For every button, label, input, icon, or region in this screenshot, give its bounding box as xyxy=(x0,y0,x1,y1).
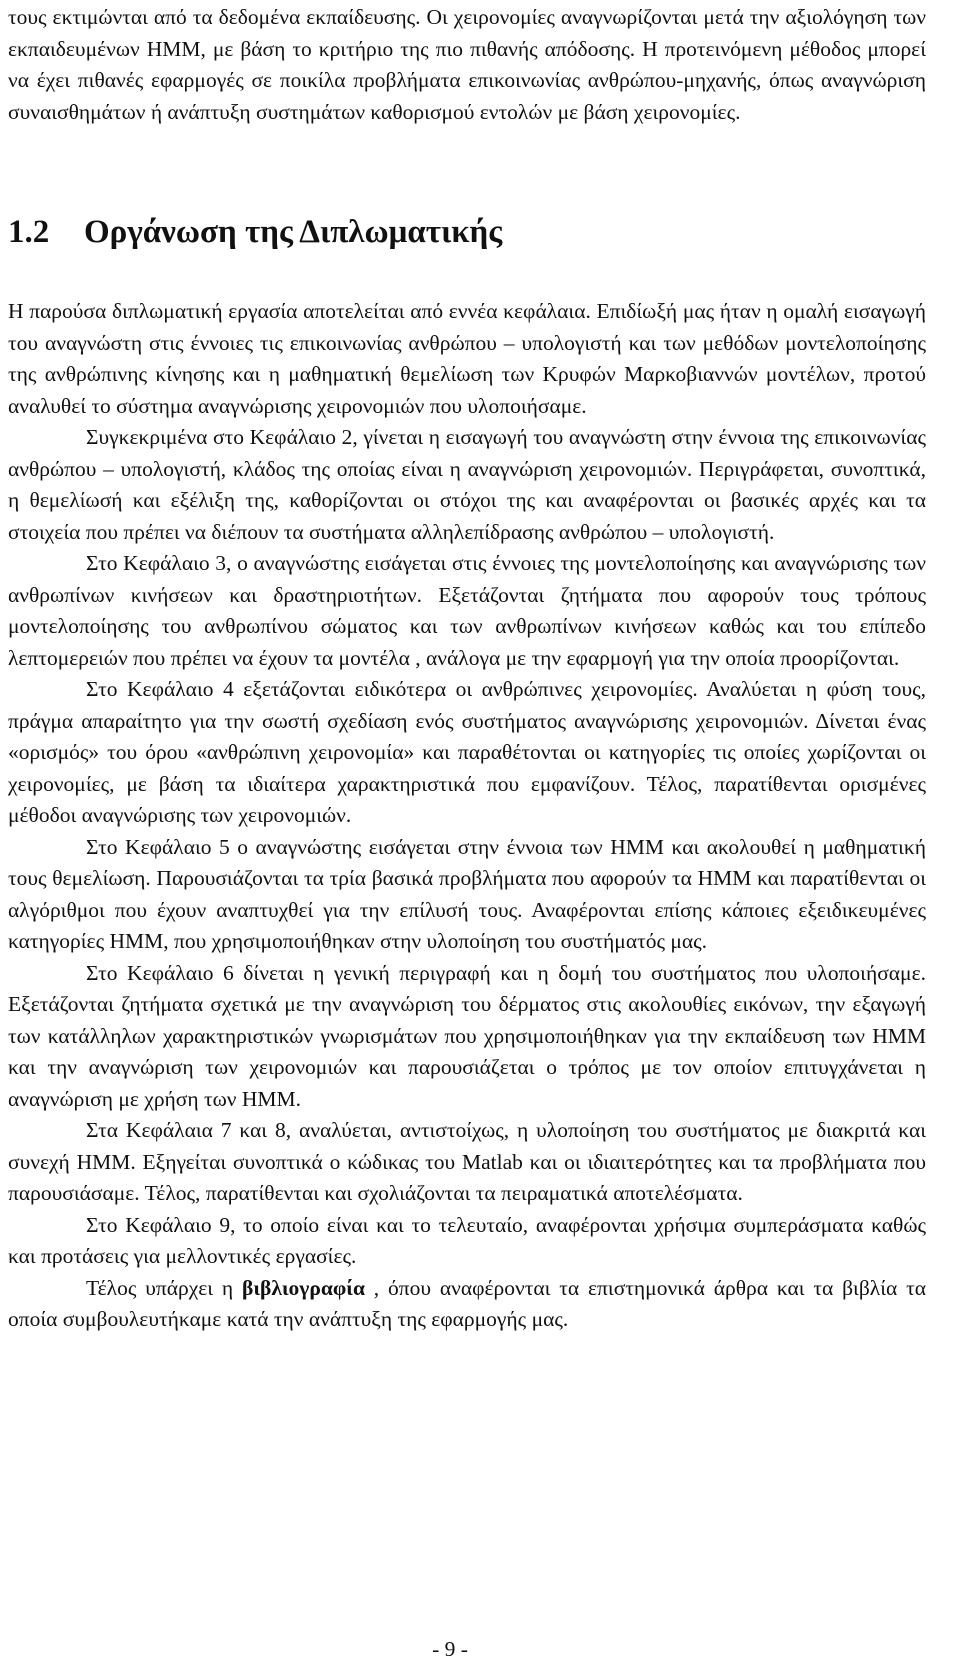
paragraph-chapter-5: Στο Κεφάλαιο 5 ο αναγνώστης εισάγεται στην έννοια των ΗΜΜ και ακολουθεί η μαθηματική τους θεμελίωση. Παρουσιάζονται τα τρία βασικά προβλήματα που αφορούν τα ΗΜΜ και παρατίθενται οι αλγόριθμοι που έχουν αναπτυχθεί για την επίλυσή τους. Αναφέρονται επίσης κάποιες εξειδικευμένες κατηγορίες ΗΜΜ, που χρησιμοποιήθηκαν στην υλοποίηση του συστήματός μας. xyxy=(8,834,926,953)
section-body xyxy=(8,296,926,1336)
paragraph-chapter-3: Στο Κεφάλαιο 3, ο αναγνώστης εισάγεται στις έννοιες της μοντελοποίησης και αναγνώρισης των ανθρωπίνων κινήσεων και δραστηριοτήτων. Εξετάζονται ζητήματα που αφορούν τους τρόπους μοντελοποίησης του ανθρωπίνου σώματος και των ανθρωπίνων κινήσεων καθώς και του επίπεδο λεπτομερειών που πρέπει να έχουν τα μοντέλα , ανάλογα με την εφαρμογή για την οποία προορίζονται. xyxy=(8,551,926,670)
paragraph-chapters-7-8: Στα Κεφάλαια 7 και 8, αναλύεται, αντιστοίχως, η υλοποίηση του συστήματος με διακριτά και συνεχή ΗΜΜ. Εξηγείται συνοπτικά ο κώδικας του Matlab και οι ιδιαιτερότητες και τα προβλήματα που παρουσιάσαμε. Τέλος, παρατίθενται και σχολιάζονται τα πειραματικά αποτελέσματα. xyxy=(8,1118,926,1205)
section-heading xyxy=(8,212,502,252)
bibliography-bold-term: βιβλιογραφία xyxy=(242,1275,365,1300)
paragraph-chapter-6: Στο Κεφάλαιο 6 δίνεται η γενική περιγραφή και η δομή του συστήματος που υλοποιήσαμε. Εξετάζονται ζητήματα σχετικά με την αναγνώριση του δέρματος στις ακολουθίες εικόνων, την εξαγωγή των κατάλληλων χαρακτηριστικών γνωρισμάτων που χρησιμοποιήθηκαν για την εκπαίδευση των ΗΜΜ και την αναγνώριση των χειρονομιών και παρουσιάζεται ο τρόπος με τον οποίον επιτυγχάνεται η αναγνώριση με χρήση των ΗΜΜ. xyxy=(8,960,926,1111)
bibliography-text-after: , όπου αναφέρονται τα επιστημονικά άρθρα και τα βιβλία τα οποία συμβουλευτήκαμε κατά την ανάπτυξη της εφαρμογής μας. xyxy=(8,1275,926,1331)
page-number: - 9 - xyxy=(432,1637,468,1661)
paragraph-chapter-2: Συγκεκριμένα στο Κεφάλαιο 2, γίνεται η εισαγωγή του αναγνώστη στην έννοια της επικοινωνίας ανθρώπου – υπολογιστή, κλάδος της οποίας είναι η αναγνώριση χειρονομιών. Περιγράφεται, συνοπτικά, η θεμελίωσή και εξέλιξη της, καθορίζονται οι στόχοι της και αναφέρονται οι βασικές αρχές και τα στοιχεία που πρέπει να διέπουν τα συστήματα αλληλεπίδρασης ανθρώπου – υπολογιστή. xyxy=(8,425,926,544)
paragraph-overview: Η παρούσα διπλωματική εργασία αποτελείται από εννέα κεφάλαια. Επιδίωξή μας ήταν η ομαλή εισαγωγή του αναγνώστη στις έννοιες τις επικοινωνίας ανθρώπου – υπολογιστή και των μεθόδων μοντελοποίησης της ανθρώπινης κίνησης και η μαθηματική θεμελίωση των Κρυφών Μαρκοβιαννών μοντέλων, προτού αναλυθεί το σύστημα αναγνώρισης χειρονομιών που υλοποιήσαμε. xyxy=(8,299,926,418)
section-title: Οργάνωση της Διπλωματικής xyxy=(84,214,503,250)
intro-paragraph: τους εκτιμώνται από τα δεδομένα εκπαίδευσης. Οι χειρονομίες αναγνωρίζονται μετά την αξιολόγηση των εκπαιδευμένων ΗΜΜ, με βάση το κριτήριο της πιο πιθανής απόδοσης. Η προτεινόμενη μέθοδος μπορεί να έχει πιθανές εφαρμογές σε ποικίλα προβλήματα επικοινωνίας ανθρώπου-μηχανής, όπως αναγνώριση συναισθημάτων ή ανάπτυξη συστημάτων καθορισμού εντολών με βάση χειρονομίες. xyxy=(8,5,926,124)
paragraph-bibliography xyxy=(8,1273,926,1336)
bibliography-text-before: Τέλος υπάρχει η xyxy=(86,1275,242,1300)
paragraph-chapter-9: Στο Κεφάλαιο 9, το οποίο είναι και το τελευταίο, αναφέρονται χρήσιμα συμπεράσματα καθώς και προτάσεις για μελλοντικές εργασίες. xyxy=(8,1212,926,1268)
section-number: 1.2 xyxy=(8,214,50,250)
intro-text-block xyxy=(8,2,926,128)
paragraph-chapter-4: Στο Κεφάλαιο 4 εξετάζονται ειδικότερα οι ανθρώπινες χειρονομίες. Αναλύεται η φύση τους, πράγμα απαραίτητο για την σωστή σχεδίαση ενός συστήματος αναγνώρισης χειρονομιών. Δίνεται ένας «ορισμός» του όρου «ανθρώπινη χειρονομία» και παραθέτονται οι κατηγορίες τις οποίες χωρίζονται οι χειρονομίες, με βάση τα ιδιαίτερα χαρακτηριστικά που εμφανίζουν. Τέλος, παρατίθενται ορισμένες μέθοδοι αναγνώρισης των χειρονομιών. xyxy=(8,677,926,827)
